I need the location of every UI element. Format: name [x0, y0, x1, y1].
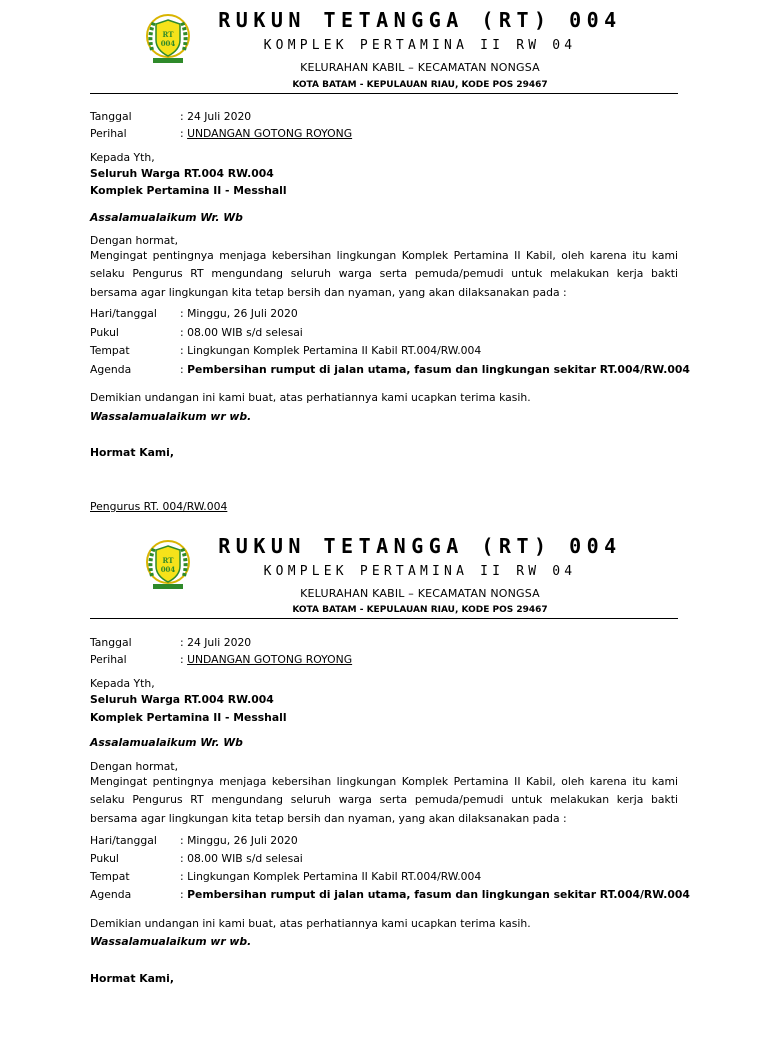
letterhead-kelurahan: KELURAHAN KABIL – KECAMATAN NONGSA [300, 61, 540, 74]
greeting: Assalamualaikum Wr. Wb [90, 211, 243, 224]
letterhead-divider [90, 618, 678, 619]
rt-emblem-icon [144, 536, 192, 594]
salutation: Dengan hormat, [90, 234, 179, 247]
regards: Hormat Kami, [90, 446, 174, 459]
svg-text:RT: RT [162, 556, 174, 565]
detail-value-date: : Minggu, 26 Juli 2020 [180, 834, 298, 847]
letterhead-subtitle: KOMPLEK PERTAMINA II RW 04 [263, 38, 577, 53]
detail-label-place: Tempat [90, 344, 130, 357]
recipient-address: Komplek Pertamina II - Messhall [90, 711, 287, 724]
closing-sentence: Demikian undangan ini kami buat, atas perhatiannya kami ucapkan terima kasih. [90, 917, 531, 930]
tanggal-label: Tanggal [90, 110, 132, 123]
letterhead-title: RUKUN TETANGGA (RT) 004 [218, 8, 622, 32]
letterhead-address: KOTA BATAM - KEPULAUAN RIAU, KODE POS 29467 [292, 605, 548, 615]
svg-text:004: 004 [160, 565, 176, 574]
detail-label-agenda: Agenda [90, 888, 132, 901]
perihal-label: Perihal [90, 127, 127, 140]
body-paragraph: Mengingat pentingnya menjaga kebersihan lingkungan Komplek Pertamina II Kabil, oleh karena itu kami selaku Pengurus RT mengundang seluruh warga serta pemuda/pemudi untuk melakukan kerja bakti bersama agar lingkungan kita tetap bersih dan nyaman, yang akan dilaksanakan pada : [90, 775, 678, 825]
rt-emblem-icon [144, 10, 192, 68]
detail-value-date: : Minggu, 26 Juli 2020 [180, 307, 298, 320]
detail-value-agenda: : Pembersihan rumput di jalan utama, fasum dan lingkungan sekitar RT.004/RW.004 [180, 363, 690, 376]
perihal-label: Perihal [90, 653, 127, 666]
closing-greeting: Wassalamualaikum wr wb. [90, 935, 252, 948]
detail-value-agenda: : Pembersihan rumput di jalan utama, fasum dan lingkungan sekitar RT.004/RW.004 [180, 888, 690, 901]
perihal-value: : UNDANGAN GOTONG ROYONG [180, 653, 353, 666]
salutation: Dengan hormat, [90, 760, 179, 773]
invitation-letter [0, 526, 768, 1046]
greeting: Assalamualaikum Wr. Wb [90, 736, 243, 749]
kepada-label: Kepada Yth, [90, 677, 155, 690]
letterhead-address: KOTA BATAM - KEPULAUAN RIAU, KODE POS 29467 [292, 80, 548, 90]
regards: Hormat Kami, [90, 972, 174, 985]
tanggal-value: : 24 Juli 2020 [180, 636, 252, 649]
signature: Pengurus RT. 004/RW.004 [90, 500, 228, 513]
detail-value-time: : 08.00 WIB s/d selesai [180, 326, 303, 339]
invitation-letter [0, 0, 768, 520]
svg-text:004: 004 [160, 39, 176, 48]
letterhead-divider [90, 93, 678, 94]
detail-value-time: : 08.00 WIB s/d selesai [180, 852, 303, 865]
letterhead-subtitle: KOMPLEK PERTAMINA II RW 04 [263, 564, 577, 579]
detail-value-place: : Lingkungan Komplek Pertamina II Kabil RT.004/RW.004 [180, 870, 482, 883]
closing-greeting: Wassalamualaikum wr wb. [90, 410, 252, 423]
detail-value-place: : Lingkungan Komplek Pertamina II Kabil RT.004/RW.004 [180, 344, 482, 357]
letterhead-title: RUKUN TETANGGA (RT) 004 [218, 534, 622, 558]
recipient-line: Seluruh Warga RT.004 RW.004 [90, 693, 274, 706]
tanggal-label: Tanggal [90, 636, 132, 649]
detail-label-date: Hari/tanggal [90, 307, 157, 320]
closing-sentence: Demikian undangan ini kami buat, atas perhatiannya kami ucapkan terima kasih. [90, 391, 531, 404]
detail-label-place: Tempat [90, 870, 130, 883]
detail-label-date: Hari/tanggal [90, 834, 157, 847]
detail-label-time: Pukul [90, 852, 119, 865]
body-paragraph: Mengingat pentingnya menjaga kebersihan lingkungan Komplek Pertamina II Kabil, oleh karena itu kami selaku Pengurus RT mengundang seluruh warga serta pemuda/pemudi untuk melakukan kerja bakti bersama agar lingkungan kita tetap bersih dan nyaman, yang akan dilaksanakan pada : [90, 249, 678, 299]
kepada-label: Kepada Yth, [90, 151, 155, 164]
recipient-line: Seluruh Warga RT.004 RW.004 [90, 167, 274, 180]
detail-label-agenda: Agenda [90, 363, 132, 376]
tanggal-value: : 24 Juli 2020 [180, 110, 252, 123]
recipient-address: Komplek Pertamina II - Messhall [90, 184, 287, 197]
letterhead-kelurahan: KELURAHAN KABIL – KECAMATAN NONGSA [300, 587, 540, 600]
svg-text:RT: RT [162, 30, 174, 39]
perihal-value: : UNDANGAN GOTONG ROYONG [180, 127, 353, 140]
detail-label-time: Pukul [90, 326, 119, 339]
